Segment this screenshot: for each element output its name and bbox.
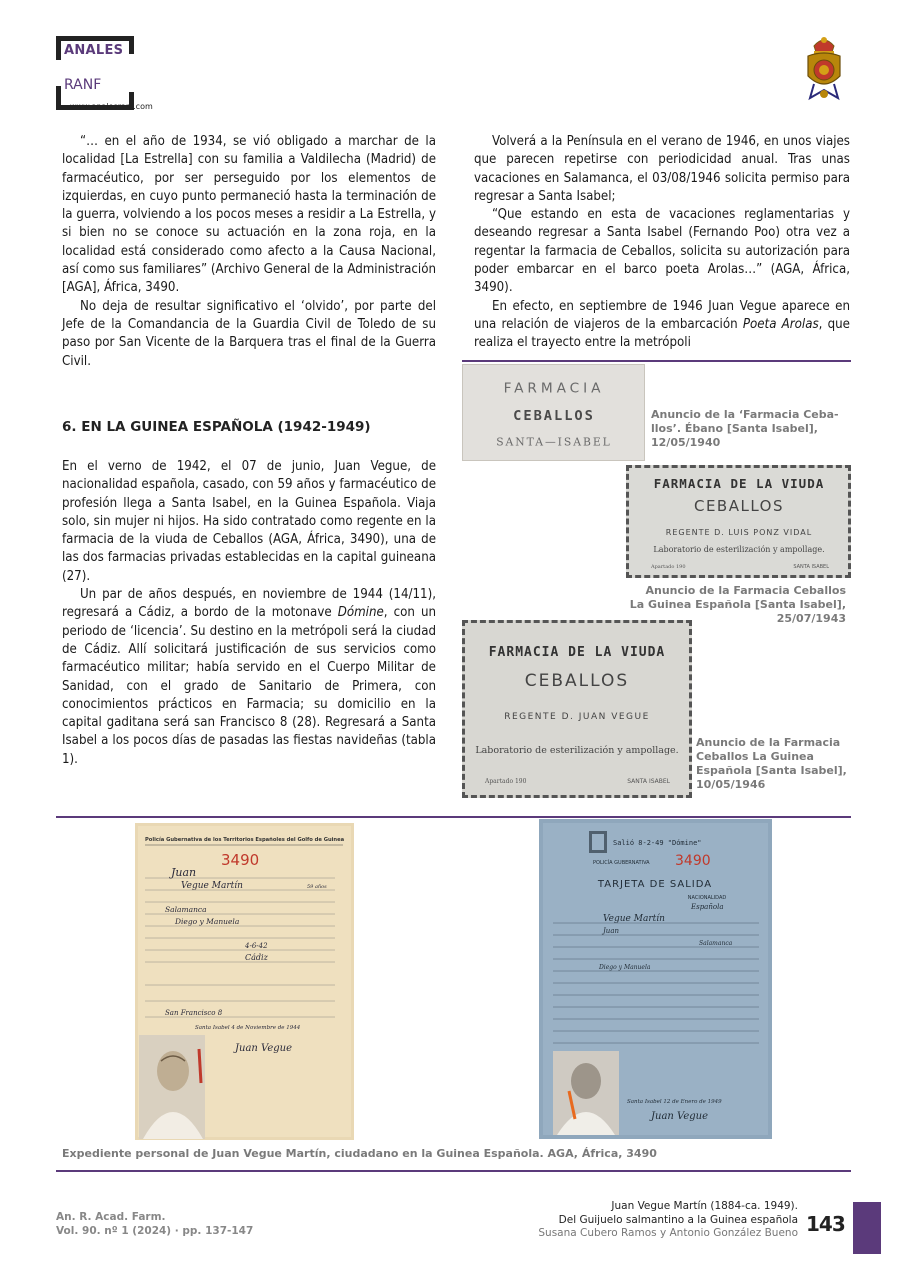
running-title bbox=[538, 1200, 798, 1241]
doc2-firma: Juan Vegue bbox=[651, 1111, 709, 1122]
doc2-number: 3490 bbox=[675, 853, 711, 869]
doc2-nombre: Juan bbox=[603, 927, 619, 935]
doc1-calle: San Francisco 8 bbox=[165, 1009, 223, 1017]
ad1-line2: CEBALLOS bbox=[513, 407, 595, 424]
ad2-caption-line: Anuncio de la Farmacia Ceballos bbox=[645, 584, 846, 597]
ad2-line4: Laboratorio de esterilización y ampollage. bbox=[653, 545, 825, 554]
article-title-line: Del Guijuelo salmantino a la Guinea española bbox=[558, 1213, 798, 1226]
ad-farmacia-viuda-ceballos-1943 bbox=[626, 465, 851, 578]
ad3-caption: Anuncio de la Farmacia Ceballos La Guinea Española [Santa Isabel], 10/05/1946 bbox=[696, 736, 847, 791]
body-paragraph bbox=[62, 586, 436, 769]
doc1-edad: 59 años bbox=[307, 884, 327, 890]
ad3-line4: Laboratorio de esterilización y ampollage. bbox=[475, 745, 679, 756]
article-title-line: Juan Vegue Martín (1884-ca. 1949). bbox=[611, 1200, 798, 1212]
document-tarjeta-de-salida bbox=[539, 819, 772, 1139]
doc2-nacionalidad-label: NACIONALIDAD bbox=[687, 895, 727, 901]
doc2-header: Salió 8-2-49 "Dómine" bbox=[613, 839, 702, 847]
text-run: , que realiza el trayecto entre la metrópoli bbox=[474, 316, 850, 351]
doc1-photo bbox=[139, 1035, 205, 1139]
section-heading: 6. EN LA GUINEA ESPAÑOLA (1942-1949) bbox=[62, 419, 371, 435]
journal-citation bbox=[56, 1210, 253, 1238]
journal-name: An. R. Acad. Farm. bbox=[56, 1211, 166, 1223]
doc1-title: Policía Gubernativa de los Territorios Españoles del Golfo de Guinea bbox=[145, 837, 345, 843]
ad2-caption-line: La Guinea Española [Santa Isabel], 25/07/1943 bbox=[629, 598, 846, 625]
body-paragraph: No deja de resultar significativo el ‘olvido’, por parte del Jefe de la Comandancia de la Guardia Civil de Toledo de su paso por San Vicente de la Barquera tras el final de la Guerra Civil. bbox=[62, 298, 436, 369]
section-rule bbox=[462, 360, 851, 362]
logo-frame bbox=[56, 36, 134, 41]
logo-ranf: RANF bbox=[64, 77, 102, 93]
logo-anales: ANALES bbox=[64, 43, 124, 58]
right-column bbox=[474, 133, 850, 353]
logo-frame bbox=[56, 36, 61, 60]
quote-paragraph: “… en el año de 1934, se vió obligado a marchar de la localidad [La Estrella] con su familia a Valdilecha (Madrid) de farmacéutico, por ser perseguido por los elementos de izquierdas, en cuyo punto permaneció hasta la terminación de la guerra, volviendo a los pocos meses a residir a La Estrella, y si bien no se conoce su actuación en la zona roja, en la localidad está considerado como afecto a la Causa Nacional, así como sus familiares” (Archivo General de la Administración [AGA], África, 3490. bbox=[62, 134, 436, 296]
section-rule bbox=[56, 816, 851, 818]
body-paragraph: En el verno de 1942, el 07 de junio, Juan Vegue, de nacionalidad española, casado, con 59 años y farmacéutico de profesión llega a Santa Isabel, en la Guinea Española. Viaja solo, sin mujer ni hijos. Ha sido contratado como regente en la farmacia de la viuda de Ceballos (AGA, África, 3490), una de las dos farmacias privadas establecidas en la capital guineana (27). bbox=[62, 459, 436, 584]
doc1-number: 3490 bbox=[221, 851, 260, 869]
text-run: Un par de años después, en noviembre de 1944 (14/11), regresará a Cádiz, a bordo de la motonave bbox=[62, 587, 436, 621]
ad2-line5: Apartado 190 bbox=[651, 564, 686, 570]
academy-crest-icon bbox=[800, 32, 848, 104]
article-authors: Susana Cubero Ramos y Antonio González Bueno bbox=[538, 1227, 798, 1239]
doc1-hijo: Diego y Manuela bbox=[175, 917, 240, 926]
left-column-top bbox=[62, 133, 436, 371]
ad1-line3: SANTA—ISABEL bbox=[496, 435, 612, 449]
body-paragraph: Volverá a la Península en el verano de 1946, en unos viajes que parecen repetirse con periodicidad anual. Tras unas vacaciones en Salamanca, el 03/08/1946 solicita permiso para regresar a Santa Isabel; bbox=[474, 134, 850, 204]
ad3-line3: REGENTE D. JUAN VEGUE bbox=[504, 712, 650, 722]
ad-farmacia-ceballos-1940 bbox=[462, 364, 645, 461]
ad2-line1: FARMACIA DE LA VIUDA bbox=[653, 476, 825, 491]
ad3-line1: FARMACIA DE LA VIUDA bbox=[488, 645, 666, 660]
doc2-natural: Salamanca bbox=[699, 940, 733, 947]
ad2-line2: CEBALLOS bbox=[693, 497, 785, 515]
doc2-fecha: Santa Isabel 12 de Enero de 1949 bbox=[627, 1099, 722, 1105]
ship-name: Dómine bbox=[337, 605, 384, 621]
doc1-apellidos: Vegue Martín bbox=[181, 881, 243, 891]
body-paragraph bbox=[474, 298, 850, 353]
doc1-firma: Juan Vegue bbox=[235, 1043, 293, 1054]
ad-farmacia-viuda-ceballos-1946 bbox=[462, 620, 692, 798]
doc1-fecha: 4-6-42 bbox=[245, 942, 268, 950]
page-tab bbox=[853, 1202, 881, 1254]
doc2-nacionalidad: Española bbox=[691, 903, 724, 911]
journal-volume: Vol. 90. nº 1 (2024) · pp. 137-147 bbox=[56, 1225, 254, 1237]
ad3-line5: Apartado 190 bbox=[485, 778, 527, 785]
doc1-fecha-firma: Santa Isabel 4 de Noviembre de 1944 bbox=[195, 1025, 301, 1031]
ad1-caption: Anuncio de la ‘Farmacia Ceba-llos’. Ébano [Santa Isabel], 12/05/1940 bbox=[651, 408, 839, 449]
left-column-bottom bbox=[62, 458, 436, 769]
text-run: En efecto, en septiembre de 1946 Juan Vegue aparece en una relación de viajeros de la embarcación bbox=[474, 298, 850, 332]
doc2-hijo: Diego y Manuela bbox=[599, 964, 651, 971]
documents-caption: Expediente personal de Juan Vegue Martín, ciudadano en la Guinea Española. AGA, África, 3490 bbox=[62, 1147, 657, 1160]
page-number: 143 bbox=[806, 1212, 845, 1236]
document-policia-gubernativa bbox=[135, 823, 354, 1140]
doc1-natural: Salamanca bbox=[165, 905, 207, 914]
ship-name: Poeta Arolas bbox=[742, 316, 819, 332]
doc1-destino: Cádiz bbox=[245, 953, 268, 962]
logo-url[interactable]: www.analesranf.com bbox=[70, 102, 153, 111]
ad2-line6: SANTA ISABEL bbox=[793, 564, 829, 570]
ad1-line1: FARMACIA bbox=[503, 380, 605, 397]
ad3-line2: CEBALLOS bbox=[524, 671, 630, 691]
journal-logo bbox=[56, 36, 186, 116]
doc2-institution: POLICÍA GUBERNATIVA bbox=[593, 860, 650, 866]
text-run: , con un periodo de ‘licencia’. Su destino en la metrópoli será la ciudad de Cádiz. Allí solicitará justificación de sus servicios como farmacéutico militar; había servido en el Cuerpo Militar de Sanidad, con el grado de Sanitario de Primera, con conocimientos prácticos en Farmacia; su domicilio en la capital gaditana será san Francisco 8 (28). Regresará a Santa Isabel a los pocos días de pasadas las fiestas navideñas (tabla 1). bbox=[62, 605, 436, 767]
doc2-photo bbox=[553, 1051, 619, 1135]
doc2-emblem bbox=[589, 831, 607, 853]
section-rule bbox=[56, 1170, 851, 1172]
doc2-title: TARJETA DE SALIDA bbox=[597, 879, 713, 890]
doc1-nombre: Juan bbox=[171, 866, 197, 879]
ad2-line3: REGENTE D. LUIS PONZ VIDAL bbox=[665, 528, 813, 537]
quote-paragraph: “Que estando en esta de vacaciones reglamentarias y deseando regresar a Santa Isabel (Fernando Poo) otra vez a regentar la farmacia de Ceballos, solicita su autorización para poder embarcar en el barco poeta Arolas…” (AGA, África, 3490). bbox=[474, 207, 850, 296]
doc2-apellidos: Vegue Martín bbox=[603, 914, 665, 924]
logo-frame bbox=[129, 36, 134, 54]
ad3-line6: SANTA ISABEL bbox=[627, 778, 670, 785]
